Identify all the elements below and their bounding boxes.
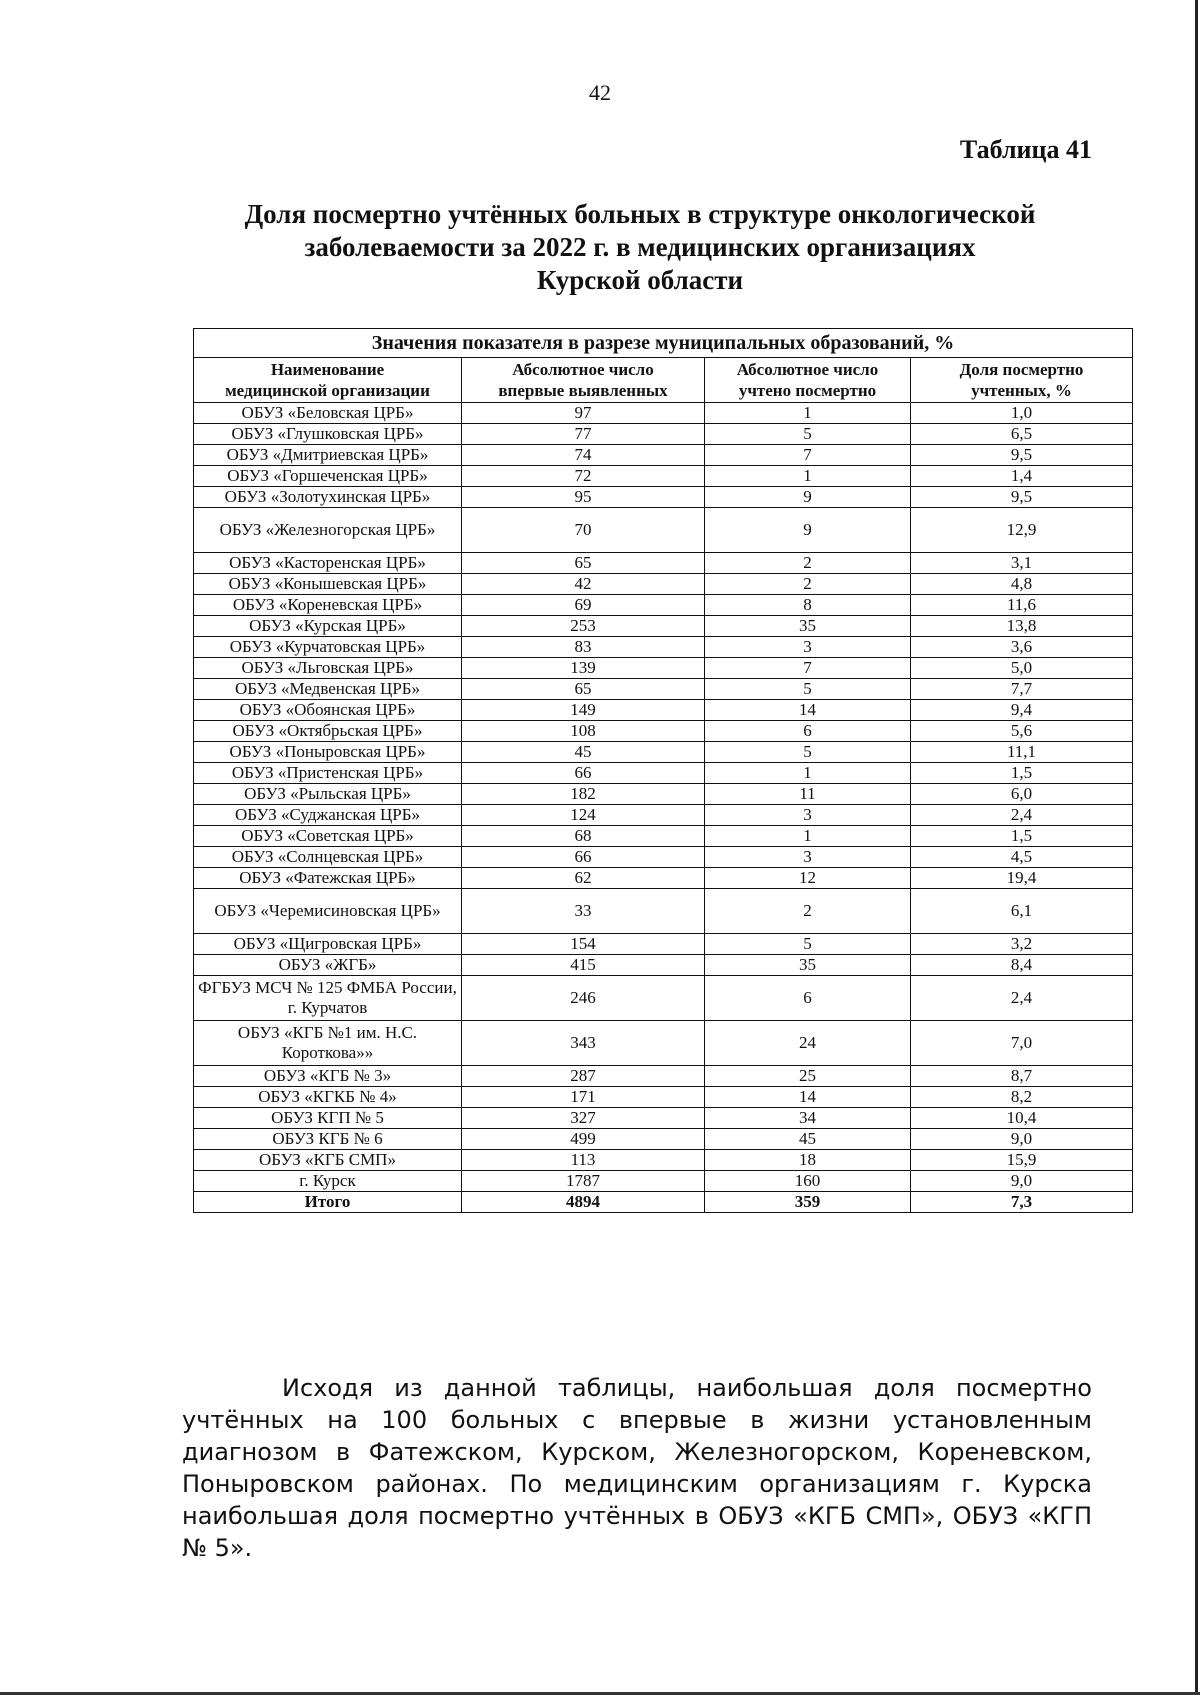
table-row [194,403,1133,424]
table-row [194,424,1133,445]
cell-first-detected: 149 [462,700,705,721]
cell-posthumous: 7 [705,658,911,679]
table-row-total [194,1192,1133,1213]
table-row [194,847,1133,868]
table-row [194,595,1133,616]
cell-first-detected: 113 [462,1150,705,1171]
cell-posthumous: 2 [705,889,911,934]
cell-share: 3,1 [911,553,1133,574]
cell-share: 8,4 [911,955,1133,976]
header-first-detected-line-1: Абсолютное число [512,360,654,379]
cell-organization: ОБУЗ «Фатежская ЦРБ» [194,868,462,889]
table-row [194,679,1133,700]
cell-share: 9,5 [911,445,1133,466]
summary-paragraph: Исходя из данной таблицы, наибольшая доля посмертно учтённых на 100 больных с впервые в жизни установленным диагнозом в Фатежском, Курском, Железногорском, Кореневском, Поныровском районах. По медицинским организациям г. Курска наибольшая доля посмертно учтённых в ОБУЗ «КГБ СМП», ОБУЗ «КГП № 5». [182,1374,1092,1562]
total-organization: Итого [194,1192,462,1213]
table-row [194,805,1133,826]
cell-share: 9,5 [911,487,1133,508]
cell-share: 6,0 [911,784,1133,805]
cell-first-detected: 1787 [462,1171,705,1192]
cell-share: 4,8 [911,574,1133,595]
table-row [194,658,1133,679]
table-row [194,763,1133,784]
cell-share: 1,5 [911,826,1133,847]
scan-border-right [1195,0,1198,1695]
table-row [194,1066,1133,1087]
total-first-detected: 4894 [462,1192,705,1213]
cell-first-detected: 343 [462,1021,705,1066]
table-row [194,1108,1133,1129]
cell-first-detected: 66 [462,847,705,868]
table-row [194,1129,1133,1150]
cell-first-detected: 77 [462,424,705,445]
cell-share: 7,7 [911,679,1133,700]
cell-organization: ОБУЗ «Глушковская ЦРБ» [194,424,462,445]
cell-posthumous: 3 [705,805,911,826]
header-first-detected [462,358,705,403]
cell-first-detected: 154 [462,934,705,955]
header-share-line-1: Доля посмертно [959,360,1084,379]
cell-posthumous: 35 [705,616,911,637]
cell-share: 9,0 [911,1171,1133,1192]
table-number: Таблица 41 [959,135,1092,164]
cell-posthumous: 18 [705,1150,911,1171]
cell-share: 8,2 [911,1087,1133,1108]
cell-organization: ОБУЗ «Кореневская ЦРБ» [194,595,462,616]
cell-posthumous: 35 [705,955,911,976]
cell-first-detected: 42 [462,574,705,595]
table-row [194,955,1133,976]
cell-first-detected: 62 [462,868,705,889]
cell-first-detected: 68 [462,826,705,847]
header-first-detected-line-2: впервые выявленных [498,381,668,400]
table-body [194,403,1133,1213]
table-row [194,1171,1133,1192]
cell-organization: г. Курск [194,1171,462,1192]
cell-share: 1,5 [911,763,1133,784]
cell-organization: ОБУЗ «КГБ №1 им. Н.С. Короткова»» [194,1021,462,1066]
cell-organization: ОБУЗ «Черемисиновская ЦРБ» [194,889,462,934]
total-share: 7,3 [911,1192,1133,1213]
cell-first-detected: 95 [462,487,705,508]
cell-share: 9,0 [911,1129,1133,1150]
cell-share: 2,4 [911,976,1133,1021]
cell-posthumous: 6 [705,976,911,1021]
cell-organization: ОБУЗ «Касторенская ЦРБ» [194,553,462,574]
cell-share: 13,8 [911,616,1133,637]
cell-organization: ОБУЗ «Пристенская ЦРБ» [194,763,462,784]
cell-organization: ОБУЗ «Рыльская ЦРБ» [194,784,462,805]
cell-organization: ОБУЗ «Курчатовская ЦРБ» [194,637,462,658]
cell-organization: ОБУЗ «Обоянская ЦРБ» [194,700,462,721]
cell-organization: ОБУЗ «Октябрьская ЦРБ» [194,721,462,742]
table-row [194,1087,1133,1108]
cell-first-detected: 66 [462,763,705,784]
header-organization-line-1: Наименование [270,360,385,379]
table-row [194,826,1133,847]
cell-posthumous: 5 [705,679,911,700]
table-row [194,574,1133,595]
document-title [200,198,1080,297]
cell-organization: ОБУЗ КГБ № 6 [194,1129,462,1150]
cell-organization: ОБУЗ «Солнцевская ЦРБ» [194,847,462,868]
cell-share: 11,1 [911,742,1133,763]
table-row [194,445,1133,466]
cell-first-detected: 287 [462,1066,705,1087]
cell-organization: ОБУЗ «КГБ СМП» [194,1150,462,1171]
table-row [194,889,1133,934]
table-row [194,721,1133,742]
table-row [194,784,1133,805]
cell-first-detected: 97 [462,403,705,424]
cell-share: 7,0 [911,1021,1133,1066]
cell-posthumous: 24 [705,1021,911,1066]
data-table [193,328,1133,1213]
table-row [194,508,1133,553]
cell-first-detected: 139 [462,658,705,679]
cell-share: 4,5 [911,847,1133,868]
cell-share: 3,6 [911,637,1133,658]
cell-organization: ОБУЗ «Горшеченская ЦРБ» [194,466,462,487]
cell-first-detected: 69 [462,595,705,616]
table-row [194,1021,1133,1066]
table-banner: Значения показателя в разрезе муниципальных образований, % [194,329,1133,358]
total-posthumous: 359 [705,1192,911,1213]
header-share [911,358,1133,403]
cell-first-detected: 65 [462,679,705,700]
cell-posthumous: 9 [705,487,911,508]
table-row [194,976,1133,1021]
cell-first-detected: 182 [462,784,705,805]
cell-organization: ОБУЗ КГП № 5 [194,1108,462,1129]
title-line-3: Курской области [536,265,744,295]
cell-organization: ОБУЗ «Щигровская ЦРБ» [194,934,462,955]
cell-first-detected: 45 [462,742,705,763]
table-row [194,868,1133,889]
cell-first-detected: 33 [462,889,705,934]
cell-posthumous: 5 [705,424,911,445]
cell-share: 3,2 [911,934,1133,955]
header-posthumous [705,358,911,403]
cell-first-detected: 171 [462,1087,705,1108]
cell-posthumous: 1 [705,403,911,424]
cell-first-detected: 74 [462,445,705,466]
cell-posthumous: 6 [705,721,911,742]
cell-first-detected: 327 [462,1108,705,1129]
cell-posthumous: 1 [705,466,911,487]
cell-first-detected: 70 [462,508,705,553]
table-row [194,553,1133,574]
cell-share: 5,6 [911,721,1133,742]
page-number: 42 [589,80,611,105]
table-row [194,700,1133,721]
cell-organization: ОБУЗ «Суджанская ЦРБ» [194,805,462,826]
cell-organization: ФГБУЗ МСЧ № 125 ФМБА России, г. Курчатов [194,976,462,1021]
table-row [194,616,1133,637]
cell-posthumous: 12 [705,868,911,889]
cell-share: 9,4 [911,700,1133,721]
cell-share: 15,9 [911,1150,1133,1171]
cell-share: 8,7 [911,1066,1133,1087]
cell-organization: ОБУЗ «Поныровская ЦРБ» [194,742,462,763]
cell-share: 12,9 [911,508,1133,553]
cell-posthumous: 14 [705,700,911,721]
cell-organization: ОБУЗ «ЖГБ» [194,955,462,976]
cell-first-detected: 246 [462,976,705,1021]
cell-organization: ОБУЗ «Советская ЦРБ» [194,826,462,847]
cell-posthumous: 2 [705,553,911,574]
cell-posthumous: 2 [705,574,911,595]
cell-share: 11,6 [911,595,1133,616]
cell-posthumous: 7 [705,445,911,466]
cell-first-detected: 65 [462,553,705,574]
cell-posthumous: 3 [705,847,911,868]
cell-first-detected: 124 [462,805,705,826]
header-posthumous-line-1: Абсолютное число [736,360,879,379]
cell-organization: ОБУЗ «КГБ № 3» [194,1066,462,1087]
cell-organization: ОБУЗ «Медвенская ЦРБ» [194,679,462,700]
table-row [194,742,1133,763]
cell-share: 1,4 [911,466,1133,487]
cell-posthumous: 5 [705,742,911,763]
header-posthumous-line-2: учтено посмертно [738,381,877,400]
cell-share: 5,0 [911,658,1133,679]
cell-organization: ОБУЗ «Железногорская ЦРБ» [194,508,462,553]
cell-first-detected: 72 [462,466,705,487]
header-share-line-2: учтенных, % [971,381,1072,400]
cell-posthumous: 11 [705,784,911,805]
cell-first-detected: 108 [462,721,705,742]
cell-posthumous: 34 [705,1108,911,1129]
cell-share: 10,4 [911,1108,1133,1129]
cell-posthumous: 9 [705,508,911,553]
title-line-2: заболеваемости за 2022 г. в медицинских организациях [304,232,976,262]
cell-posthumous: 1 [705,826,911,847]
cell-organization: ОБУЗ «Золотухинская ЦРБ» [194,487,462,508]
cell-posthumous: 5 [705,934,911,955]
cell-share: 6,5 [911,424,1133,445]
cell-first-detected: 415 [462,955,705,976]
table-row [194,934,1133,955]
header-organization [194,358,462,403]
cell-share: 6,1 [911,889,1133,934]
title-line-1: Доля посмертно учтённых больных в структуре онкологической [244,199,1036,229]
cell-posthumous: 14 [705,1087,911,1108]
cell-first-detected: 499 [462,1129,705,1150]
table-row [194,487,1133,508]
cell-posthumous: 3 [705,637,911,658]
cell-organization: ОБУЗ «Курская ЦРБ» [194,616,462,637]
table-row [194,637,1133,658]
cell-first-detected: 253 [462,616,705,637]
cell-posthumous: 160 [705,1171,911,1192]
cell-organization: ОБУЗ «Дмитриевская ЦРБ» [194,445,462,466]
cell-share: 1,0 [911,403,1133,424]
cell-posthumous: 1 [705,763,911,784]
cell-organization: ОБУЗ «Конышевская ЦРБ» [194,574,462,595]
table-row [194,1150,1133,1171]
cell-posthumous: 25 [705,1066,911,1087]
header-organization-line-2: медицинской организации [225,381,430,400]
cell-organization: ОБУЗ «Беловская ЦРБ» [194,403,462,424]
cell-organization: ОБУЗ «Льговская ЦРБ» [194,658,462,679]
table-row [194,466,1133,487]
cell-first-detected: 83 [462,637,705,658]
cell-share: 19,4 [911,868,1133,889]
cell-organization: ОБУЗ «КГКБ № 4» [194,1087,462,1108]
cell-share: 2,4 [911,805,1133,826]
cell-posthumous: 45 [705,1129,911,1150]
cell-posthumous: 8 [705,595,911,616]
